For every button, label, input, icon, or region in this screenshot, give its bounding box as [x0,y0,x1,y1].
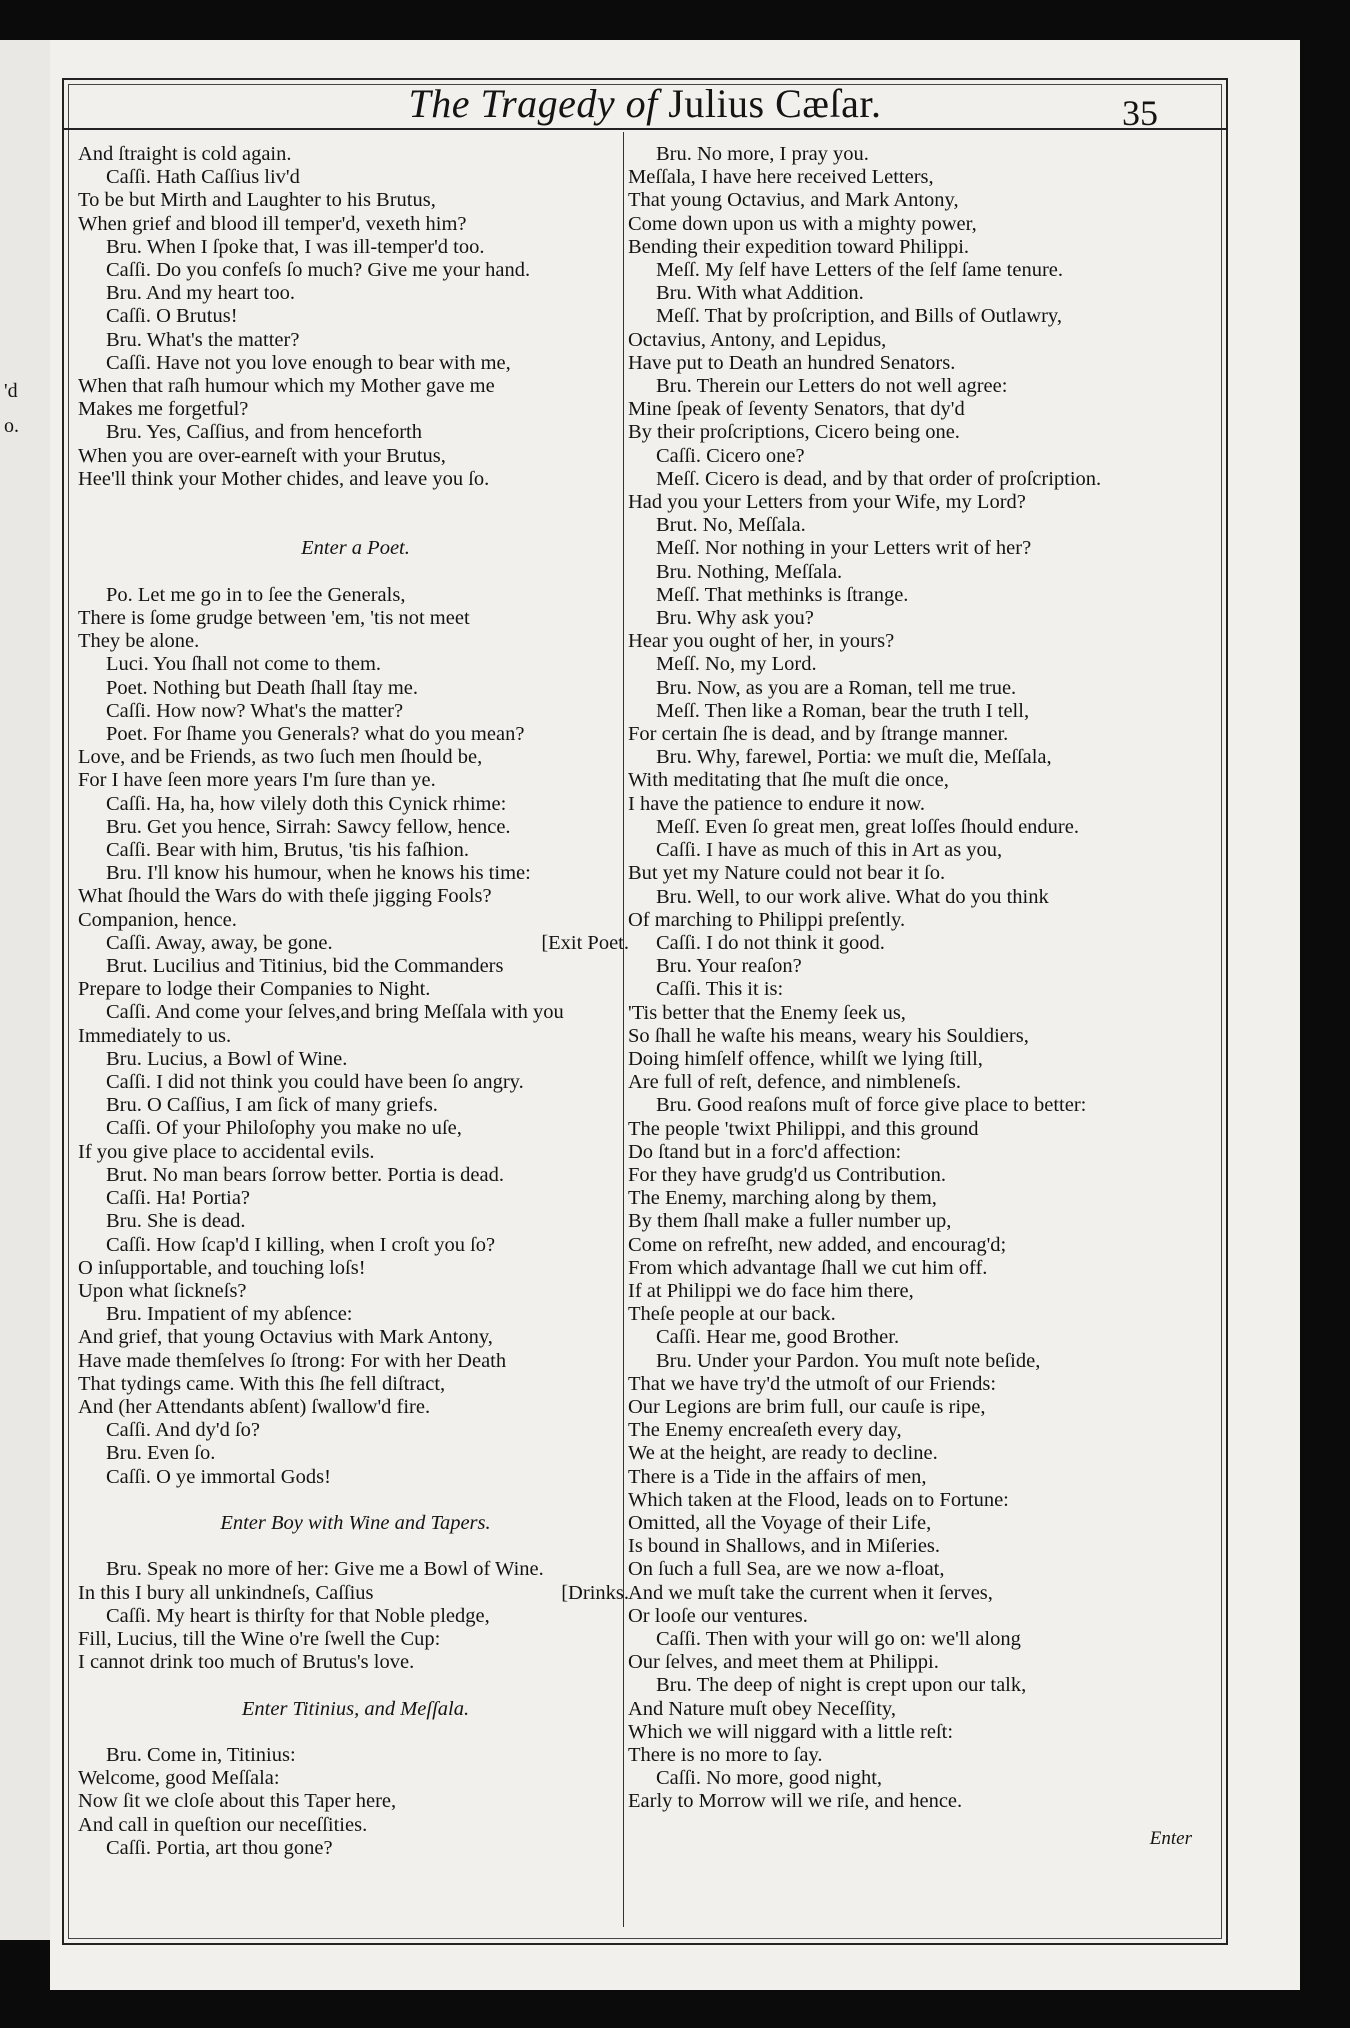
line-text: There is a Tide in the affairs of men, [628,1465,927,1488]
line-text: There is no more to ſay. [628,1744,823,1767]
line-text: Bru. Get you hence, Sirrah: Sawcy fellow, hence. [106,815,511,838]
line-text: When that raſh humour which my Mother gave me [78,375,495,398]
line-text: For certain ſhe is dead, and by ſtrange manner. [628,723,1009,746]
text-line [628,1350,1223,1373]
text-line [78,885,633,908]
text-line [628,1210,1223,1233]
left-column [78,143,633,1860]
line-text: Bru. Impatient of my abſence: [106,1303,353,1326]
text-line [628,213,1223,236]
line-text: Now ſit we cloſe about this Taper here, [78,1790,397,1813]
text-line [78,769,633,792]
line-text: And grief, that young Octavius with Mark Antony, [78,1326,493,1349]
prev-page-fragment: 'd [4,380,18,402]
line-text: Caſſi. Bear with him, Brutus, 'tis his faſhion. [106,839,469,862]
line-text: Enter Boy with Wine and Tapers. [220,1511,491,1534]
line-text: There is ſome grudge between 'em, 'tis not meet [78,607,470,630]
line-text: Caſſi. Hear me, good Brother. [656,1326,900,1349]
text-line [78,1558,633,1581]
line-text: Po. Let me go in to ſee the Generals, [106,583,406,606]
line-text: Meſſ. That methinks is ſtrange. [656,583,909,606]
text-line [628,955,1223,978]
text-line [78,630,633,653]
running-title-roman: Julius Cæſar. [668,81,882,126]
text-line [628,1280,1223,1303]
line-text: Prepare to lodge their Companies to Night. [78,978,431,1001]
line-text: Or looſe our ventures. [628,1604,808,1627]
line-text: Early to Morrow will we riſe, and hence. [628,1790,963,1813]
text-line [78,1001,633,1024]
line-text: What ſhould the Wars do with theſe jigging Fools? [78,885,492,908]
line-text: Bru. Why ask you? [656,607,814,630]
text-line [628,1234,1223,1257]
line-text: Caſſi. This it is: [656,978,784,1001]
text-line [628,1442,1223,1465]
line-text: Caſſi. Do you confeſs ſo much? Give me your hand. [106,259,531,282]
line-text: Bru. Now, as you are a Roman, tell me true. [656,676,1017,699]
line-text: The Enemy encreaſeth every day, [628,1419,902,1442]
text-line [78,1651,633,1674]
text-line [78,862,633,885]
line-text: If at Philippi we do face him there, [628,1279,914,1302]
line-text: Bru. Nothing, Meſſala. [656,560,843,583]
line-text: Luci. You ſhall not come to them. [106,653,382,676]
line-text: Bru. With what Addition. [656,282,864,305]
line-text: Bru. Good reaſons muſt of force give place to better: [656,1094,1087,1117]
line-text: By their proſcriptions, Cicero being one. [628,421,960,444]
line-text: So ſhall he waſte his means, weary his Souldiers, [628,1024,1029,1047]
line-text: Bru. Your reaſon? [656,955,802,978]
running-title [50,80,1240,127]
text-line [628,1674,1223,1697]
line-gap [78,514,633,537]
text-line [78,955,633,978]
line-text: On ſuch a full Sea, are we now a-float, [628,1558,945,1581]
line-text: Have put to Death an hundred Senators. [628,351,956,374]
text-line [628,375,1223,398]
line-gap [78,1535,633,1558]
text-line [628,862,1223,885]
text-line [628,1419,1223,1442]
line-text: They be alone. [78,630,200,653]
text-line [78,143,633,166]
line-text: And ſtraight is cold again. [78,143,292,165]
line-text: But yet my Nature could not bear it ſo. [628,862,946,885]
line-text: Bending their expedition toward Philippi. [628,235,970,258]
text-line [628,1164,1223,1187]
text-line [78,1605,633,1628]
line-text: That young Octavius, and Mark Antony, [628,189,959,212]
text-line [628,1512,1223,1535]
text-line [78,1141,633,1164]
text-line [628,421,1223,444]
header-rule [62,128,1228,130]
line-text: Bru. Therein our Letters do not well agree: [656,375,1008,398]
text-line [78,305,633,328]
text-line [78,607,633,630]
text-line [628,978,1223,1001]
text-line [628,514,1223,537]
text-line [78,213,633,236]
line-text: Are full of reſt, defence, and nimbleneſs. [628,1071,961,1094]
line-text: Octavius, Antony, and Lepidus, [628,328,887,351]
line-text: Bru. Speak no more of her: Give me a Bowl of Wine. [106,1558,544,1581]
text-line [78,839,633,862]
text-line [78,1442,633,1465]
line-text: By them ſhall make a fuller number up, [628,1210,952,1233]
text-line [628,653,1223,676]
line-text: Our Legions are brim full, our cauſe is ripe, [628,1395,986,1418]
text-line [628,305,1223,328]
text-line [78,468,633,491]
text-line [628,1257,1223,1280]
line-text: Mine ſpeak of ſeventy Senators, that dy'd [628,398,965,421]
line-text: Bru. Lucius, a Bowl of Wine. [106,1047,348,1070]
line-text: Caſſi. How ſcap'd I killing, when I croſt you ſo? [106,1233,496,1256]
line-text: Come down upon us with a mighty power, [628,212,977,235]
line-text: Brut. No man bears ſorrow better. Portia is dead. [106,1163,504,1186]
line-text: Bru. I'll know his humour, when he knows his time: [106,862,531,885]
text-line [628,236,1223,259]
text-line [628,723,1223,746]
line-text: Caſſi. Hath Caſſius liv'd [106,166,300,189]
line-text: Enter a Poet. [301,537,410,560]
line-text: Bru. Yes, Caſſius, and from henceforth [106,421,422,444]
text-line [78,1234,633,1257]
line-text: The Enemy, marching along by them, [628,1187,937,1210]
line-text: Bru. Even ſo. [106,1442,216,1465]
text-line [78,677,633,700]
text-line [628,1118,1223,1141]
line-text: Bru. No more, I pray you. [656,143,869,165]
text-line [78,1628,633,1651]
line-text: Hee'll think your Mother chides, and leave you ſo. [78,467,490,490]
line-text: With meditating that ſhe muſt die once, [628,769,949,792]
line-text: Poet. For ſhame you Generals? what do you mean? [106,723,525,746]
line-text: And call in queſtion our neceſſities. [78,1813,368,1836]
text-line [628,1744,1223,1767]
text-line [628,189,1223,212]
text-line [628,1582,1223,1605]
line-text: Bru. The deep of night is crept upon our talk, [656,1674,1027,1697]
line-text: Bru. She is dead. [106,1210,246,1233]
right-column [628,143,1223,1814]
line-gap [78,1674,633,1697]
line-text: Caſſi. My heart is thirſty for that Noble pledge, [106,1604,490,1627]
text-line [628,816,1223,839]
line-gap [78,491,633,514]
line-text: Meſſ. Then like a Roman, bear the truth I tell, [656,699,1030,722]
line-text: Caſſi. Of your Philoſophy you make no uſe, [106,1117,462,1140]
line-text: Which taken at the Flood, leads on to Fortune: [628,1488,1009,1511]
previous-page-edge [0,40,52,1940]
text-line [628,1002,1223,1025]
text-line [628,1489,1223,1512]
line-text: For I have ſeen more years I'm ſure than ye. [78,769,436,792]
text-line [628,1628,1223,1651]
text-line [78,1210,633,1233]
line-text: Is bound in Shallows, and in Miſeries. [628,1535,941,1558]
text-line [628,329,1223,352]
text-line [78,909,633,932]
line-text: Do ſtand but in a forc'd affection: [628,1140,902,1163]
line-text: Poet. Nothing but Death ſhall ſtay me. [106,676,419,699]
text-line [628,143,1223,166]
line-text: That we have try'd the utmoſt of our Friends: [628,1372,997,1395]
text-line [628,1141,1223,1164]
text-line [78,1582,633,1605]
text-line [628,677,1223,700]
line-text: Come on refreſht, new added, and encourag'd; [628,1233,1007,1256]
line-text: Caſſi. I have as much of this in Art as you, [656,839,1003,862]
text-line [628,630,1223,653]
catchword: Enter [1149,1828,1192,1849]
text-line [628,1396,1223,1419]
line-text: 'Tis better that the Enemy ſeek us, [628,1001,906,1024]
text-line [628,607,1223,630]
line-text: Meſſ. My ſelf have Letters of the ſelf ſame tenure. [656,259,1063,282]
line-text: The people 'twixt Philippi, and this ground [628,1117,979,1140]
text-line [628,1326,1223,1349]
line-text: Caſſi. Ha! Portia? [106,1187,251,1210]
line-text: Brut. Lucilius and Titinius, bid the Commanders [106,955,504,978]
text-line [628,1535,1223,1558]
text-line [628,398,1223,421]
stage-direction [78,1698,633,1721]
text-line [628,1071,1223,1094]
text-line [78,978,633,1001]
text-line [78,1280,633,1303]
text-line [628,1558,1223,1581]
line-text: Bru. When I ſpoke that, I was ill-temper'd too. [106,235,485,258]
text-line [628,769,1223,792]
text-line [78,1767,633,1790]
line-text: If you give place to accidental evils. [78,1140,375,1163]
text-line [628,584,1223,607]
text-line [628,561,1223,584]
line-text: Caſſi. I do not think it good. [656,931,885,954]
text-line [628,352,1223,375]
text-line [628,166,1223,189]
exit-direction: [Exit Poet. [541,931,629,954]
text-line [78,1094,633,1117]
line-gap [78,1721,633,1744]
text-line [78,1814,633,1837]
text-line [78,329,633,352]
line-text: Welcome, good Meſſala: [78,1767,280,1790]
text-line [78,1164,633,1187]
prev-page-fragment: o. [4,415,19,437]
line-text: Bru. Come in, Titinius: [106,1743,296,1766]
line-text: From which advantage ſhall we cut him off. [628,1256,988,1279]
line-text: Caſſi. How now? What's the matter? [106,699,404,722]
text-line [628,537,1223,560]
line-text: Bru. What's the matter? [106,328,300,351]
text-line [628,1790,1223,1813]
line-text: Bru. O Caſſius, I am ſick of many griefs. [106,1094,438,1117]
text-line [78,375,633,398]
text-line [78,398,633,421]
text-line [628,1373,1223,1396]
line-text: I have the patience to endure it now. [628,792,925,815]
line-text: Bru. Under your Pardon. You muſt note beſide, [656,1349,1041,1372]
text-line [628,839,1223,862]
text-line [628,909,1223,932]
line-text: To be but Mirth and Laughter to his Brutus, [78,189,436,212]
line-text: Our ſelves, and meet them at Philippi. [628,1651,939,1674]
line-text: Theſe people at our back. [628,1303,836,1326]
line-gap [78,1489,633,1512]
book-page [50,40,1300,1990]
text-line [628,282,1223,305]
line-text: Fill, Lucius, till the Wine o're ſwell the Cup: [78,1627,441,1650]
line-text: Caſſi. O ye immortal Gods! [106,1465,331,1488]
text-line [78,793,633,816]
line-text: Bru. And my heart too. [106,282,296,305]
line-text: For they have grudg'd us Contribution. [628,1163,947,1186]
text-line [78,282,633,305]
line-text: I cannot drink too much of Brutus's love. [78,1651,415,1674]
stage-direction [78,1512,633,1535]
text-line [628,259,1223,282]
line-text: Caſſi. Cicero one? [656,444,805,467]
line-text: Meſſ. Even ſo great men, great loſſes ſhould endure. [656,815,1079,838]
text-line [78,1326,633,1349]
text-line [78,816,633,839]
text-line [78,1790,633,1813]
text-line [78,932,633,955]
line-text: And Nature muſt obey Neceſſity, [628,1697,896,1720]
text-line [78,236,633,259]
line-text: Caſſi. Have not you love enough to bear with me, [106,351,511,374]
line-text: Caſſi. No more, good night, [656,1767,883,1790]
text-line [78,723,633,746]
line-text: Companion, hence. [78,908,237,931]
line-text: That tydings came. With this ſhe fell diſtract, [78,1372,446,1395]
text-line [78,1837,633,1860]
line-text: Immediately to us. [78,1024,232,1047]
line-text: Love, and be Friends, as two ſuch men ſhould be, [78,746,483,769]
line-text: Hear you ought of her, in yours? [628,630,895,653]
text-line [78,1350,633,1373]
text-line [628,1094,1223,1117]
text-line [628,932,1223,955]
text-line [628,746,1223,769]
text-line [78,421,633,444]
line-text: Makes me forgetful? [78,398,249,421]
text-line [78,1303,633,1326]
text-line [628,445,1223,468]
text-line [78,259,633,282]
line-text: When you are over-earneſt with your Brutus, [78,444,446,467]
text-line [78,1466,633,1489]
line-text: We at the height, are ready to decline. [628,1442,938,1465]
line-text: Have made themſelves ſo ſtrong: For with her Death [78,1349,507,1372]
line-text: Upon what ſickneſs? [78,1279,247,1302]
line-text: When grief and blood ill temper'd, vexeth him? [78,212,467,235]
line-text: In this I bury all unkindneſs, Caſſius [78,1581,374,1604]
text-line [78,1048,633,1071]
text-line [628,793,1223,816]
line-text: Had you your Letters from your Wife, my Lord? [628,491,1026,514]
line-text: Caſſi. Ha, ha, how vilely doth this Cynick rhime: [106,792,507,815]
text-line [78,1071,633,1094]
text-line [78,1187,633,1210]
line-text: O inſupportable, and touching loſs! [78,1256,366,1279]
line-text: Meſſ. No, my Lord. [656,653,817,676]
text-line [628,1651,1223,1674]
text-line [78,746,633,769]
text-line [78,1396,633,1419]
line-text: Meſſ. Cicero is dead, and by that order of proſcription. [656,467,1102,490]
line-text: Doing himſelf offence, whilſt we lying ſtill, [628,1047,983,1070]
text-line [78,1419,633,1442]
text-line [78,1373,633,1396]
text-line [628,491,1223,514]
text-line [628,1698,1223,1721]
page-number: 35 [1122,93,1158,133]
text-line [628,1187,1223,1210]
text-line [628,1721,1223,1744]
line-text: Caſſi. I did not think you could have been ſo angry. [106,1071,524,1094]
line-text: And (her Attendants abſent) ſwallow'd fire. [78,1395,431,1418]
running-title-italic: The Tragedy of [408,81,658,126]
text-line [628,468,1223,491]
text-line [628,1303,1223,1326]
text-line [628,700,1223,723]
text-line [628,1767,1223,1790]
text-line [78,653,633,676]
text-line [78,1117,633,1140]
text-line [78,584,633,607]
stage-direction [78,537,633,560]
line-text: Meſſ. Nor nothing in your Letters writ of her? [656,537,1032,560]
line-text: Caſſi. And come your ſelves,and bring Meſſala with you [106,1001,564,1024]
text-line [78,1257,633,1280]
line-text: Caſſi. Portia, art thou gone? [106,1836,333,1859]
line-text: Omitted, all the Voyage of their Life, [628,1511,932,1534]
line-text: Bru. Why, farewel, Portia: we muſt die, Meſſala, [656,746,1052,769]
text-line [628,1025,1223,1048]
line-gap [78,561,633,584]
line-text: Brut. No, Meſſala. [656,514,806,537]
text-line [78,445,633,468]
line-text: Which we will niggard with a little reſt: [628,1720,954,1743]
text-line [628,886,1223,909]
line-text: Of marching to Philippi preſently. [628,908,906,931]
line-text: And we muſt take the current when it ſerves, [628,1581,993,1604]
line-text: Meſſ. That by proſcription, and Bills of Outlawry, [656,305,1062,328]
line-text: Caſſi. Away, away, be gone. [106,931,333,954]
line-text: Bru. Well, to our work alive. What do you think [656,885,1049,908]
text-line [78,189,633,212]
text-line [628,1048,1223,1071]
line-text: Meſſala, I have here received Letters, [628,166,934,189]
text-line [628,1466,1223,1489]
line-text: Caſſi. O Brutus! [106,305,238,328]
text-line [78,1025,633,1048]
text-line [78,166,633,189]
line-text: Caſſi. And dy'd ſo? [106,1419,261,1442]
exit-direction: [Drinks. [561,1581,629,1604]
text-line [78,700,633,723]
text-line [78,1744,633,1767]
line-text: Caſſi. Then with your will go on: we'll along [656,1628,1021,1650]
line-text: Enter Titinius, and Meſſala. [241,1697,470,1720]
text-line [78,352,633,375]
text-line [628,1605,1223,1628]
